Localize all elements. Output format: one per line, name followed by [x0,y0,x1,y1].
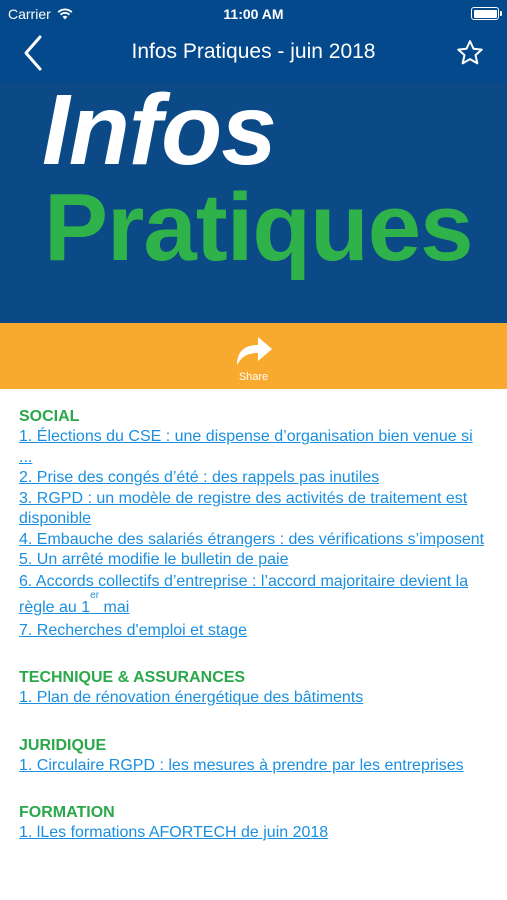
section-title: TECHNIQUE & ASSURANCES [19,669,246,686]
star-outline-icon [455,38,485,68]
section-title: JURIDIQUE [19,736,107,754]
status-bar [0,0,507,28]
chevron-left-icon [18,34,52,72]
share-arrow-icon [234,333,274,367]
article-link[interactable]: 7. Recherches d'emploi et stage [19,621,248,639]
article-link[interactable]: 5. Un arrêté modifie le bulletin de paie [19,551,289,568]
section-juridique [19,736,489,777]
header [0,0,507,82]
article-link[interactable]: 1. Circulaire RGPD : les mesures à prendre par les entreprises [19,756,464,774]
battery-icon [471,7,499,20]
article-link[interactable]: 1. Plan de rénovation énergétique des bâtiments [19,689,364,706]
carrier-label: Carrier [8,6,51,22]
article-link[interactable]: 3. RGPD : un modèle de registre des activités de traitement est disponible [19,489,468,527]
article-list [19,389,489,844]
section-social [19,407,489,641]
favorite-button[interactable] [455,38,485,68]
hero-banner [0,82,507,323]
article-link[interactable] [19,569,489,621]
article-link[interactable]: 2. Prise des congés d’été : des rappels pas inutiles [19,469,380,486]
section-formation [19,803,489,844]
article-link-text: mai [99,598,130,616]
section-technique [19,668,489,709]
share-label: Share [238,371,269,383]
back-button[interactable] [18,34,52,72]
share-button[interactable] [0,323,507,389]
ordinal-suffix: er [90,589,100,601]
navigation-bar [0,28,507,78]
status-time: 11:00 AM [223,6,284,22]
article-link[interactable]: 1. Élections du CSE : une dispense d’organisation bien venue si ... [19,428,473,466]
page-title: Infos Pratiques - juin 2018 [131,40,376,63]
banner-title-line2: Pratiques [44,174,473,281]
section-title: FORMATION [19,804,115,821]
banner-title-line1: Infos [42,82,276,186]
article-link[interactable]: 4. Embauche des salariés étrangers : des vérifications s’imposent [19,530,485,548]
article-link-text: 6. Accords collectifs d’entreprise : l’accord majoritaire devient la règle au 1 [19,572,469,616]
section-title: SOCIAL [19,408,80,425]
article-link[interactable]: 1. lLes formations AFORTECH de juin 2018 [19,824,329,841]
